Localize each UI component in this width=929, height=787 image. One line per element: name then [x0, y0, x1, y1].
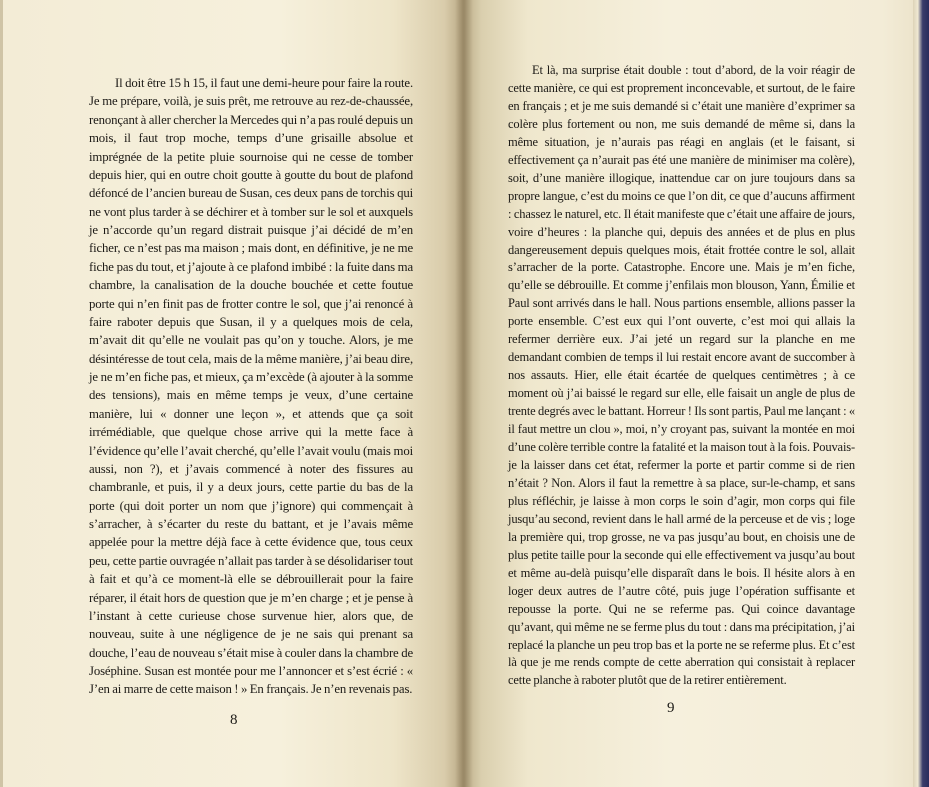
right-page-edge	[913, 0, 929, 787]
left-page	[0, 0, 463, 787]
right-page	[463, 0, 929, 787]
left-page-paragraph: Il doit être 15 h 15, il faut une demi-heure pour faire la route. Je me prépare, voilà, je suis prêt, me retrouve au rez-de-chaussée, renonçant à aller chercher la Mercedes qui n’a pas roulé depuis un mois, il faut trop moche, temps d’une grisaille absolue et imprégnée de la petite pluie sournoise qui ne cesse de tomber depuis hier, qui en outre choit goutte à goutte du bout de plafond défoncé de l’ancien bureau de Susan, ces deux pans de torchis qui ne vont plus tarder à se déchirer et à tomber sur le sol et auxquels je n’accorde qu’un regard distrait puisque j’ai décidé de m’en ficher, ce n’est pas ma maison ; mais dont, en définitive, je ne me fiche pas du tout, et j’ajoute à ce plafond imbibé : la fuite dans ma chambre, la canalisation de la douche bouchée et cette foutue porte qui n’en finit pas de frotter contre le sol, que j’ai renoncé à faire raboter depuis que Susan, il y a quelques mois de cela, m’avait dit qu’elle ne voulait pas qu’on y touche. Alors, je me désintéresse de tout cela, mais de la même manière, j’ai beau dire, je ne m’en fiche pas, et mieux, ça m’excède (à ajouter à la somme des tensions), mais en même temps je veux, d’une certaine manière, lui « donner une leçon », et attends que ça soit irrémédiable, que quelque chose arrive qui la mette face à l’évidence qu’elle l’avait cherché, qu’elle l’avait voulu (mais moi aussi, non ?), et j’avais commencé à noter des fissures au chambranle, et puis, il y a deux jours, cette partie du bas de la porte (qui doit porter un nom que j’ignore) qui commençait à s’arracher, à s’écarter du reste du battant, et je l’avais même appelée pour la mettre déjà face à cette évidence que, tous ceux peu, cette partie ouvragée n’allait pas tarder à se désolidariser tout à fait et qu’à ce moment-là elle se débrouillerait pour la faire réparer, il était hors de question que je m’en charge ; et je pense à l’instant à cette curieuse chose survenue hier, alors que, de nouveau, suite à une négligence de je ne sais qui prenant sa douche, l’eau de nouveau s’était mise à couler dans la chambre de Joséphine. Susan est montée pour me l’annoncer et s’est écrié : « J’en ai marre de cette maison ! » En français. Je n’en revenais pas.	[89, 76, 413, 697]
left-page-body	[89, 74, 413, 699]
right-page-number: 9	[667, 700, 675, 716]
book-gutter-shadow	[455, 0, 473, 787]
left-page-number: 8	[230, 712, 238, 728]
left-page-edge	[0, 0, 3, 787]
right-page-paragraph: Et là, ma surprise était double : tout d’abord, de la voir réagir de cette manière, ce qui est proprement inconcevable, et surtout, de le faire en français ; et je me suis demandé si c’était une manière d’exprimer sa colère plus fortement ou non, me suis demandé de même si, dans la même situation, je n’aurais pas réagi en anglais (et le faisant, si effectivement ça n’aurait pas été une manière de minimiser ma colère), soit, d’une manière illogique, inattendue car on jure toujours dans sa propre langue, c’est du moins ce que l’on dit, ce que d’aucuns affirment : chassez le naturel, etc. Il était manifeste que c’était une affaire de jours, voire d’heures : la planche qui, depuis des années et de plus en plus dangereusement depuis quelques mois, était frottée contre le sol, allait s’arracher de la porte. Catastrophe. Encore une. Mais je m’en fiche, qu’elle se débrouille. Et comme j’enfilais mon blouson, Yann, Émilie et Paul sont arrivés dans le hall. Nous partions ensemble, allions passer la porte ensemble. C’est eux qui l’ont ouverte, c’est moi qui allais la refermer derrière eux. J’ai jeté un regard sur la planche en me demandant combien de temps il lui restait encore avant de succomber à nos assauts. Hier, elle était écartée de quelques centimètres ; à ce moment où j’ai baissé le regard sur elle, elle faisait un angle de plus de trente degrés avec le battant. Horreur ! Ils sont partis, Paul me lançant : « il faut mettre un clou », moi, n’y croyant pas, suivant la montée en moi d’une colère terrible contre la fatalité et la maison tout à la fois. Pouvais-je la laisser dans cet état, refermer la porte et partir comme si de rien n’était ? Non. Alors il faut la remettre à sa place, sur-le-champ, et sans plus réfléchir, je laisse à mon corps le soin d’agir, mon corps qui file jusqu’au second, revient dans le hall armé de la perceuse et de vis ; loge la première qui, trop grosse, ne va pas jusqu’au bout, en choisis une de plus petite taille pour la seconde qui elle effectivement va jusqu’au bout et même au-delà puisqu’elle disparaît dans le bois. Il hésite alors à en loger deux autres de l’autre côté, puis juge l’opération suffisante et repousse la porte. Qui ne se referme pas. Qui coince davantage qu’avant, qui même ne se ferme plus du tout : dans ma précipitation, j’ai replacé la planche un peu trop bas et la porte ne se referme plus. Et c’est là que je me rends compte de cette aberration qui consistait à replacer cette planche à raboter plutôt que de la retirer entièrement.	[508, 63, 855, 688]
right-page-body	[508, 62, 855, 690]
